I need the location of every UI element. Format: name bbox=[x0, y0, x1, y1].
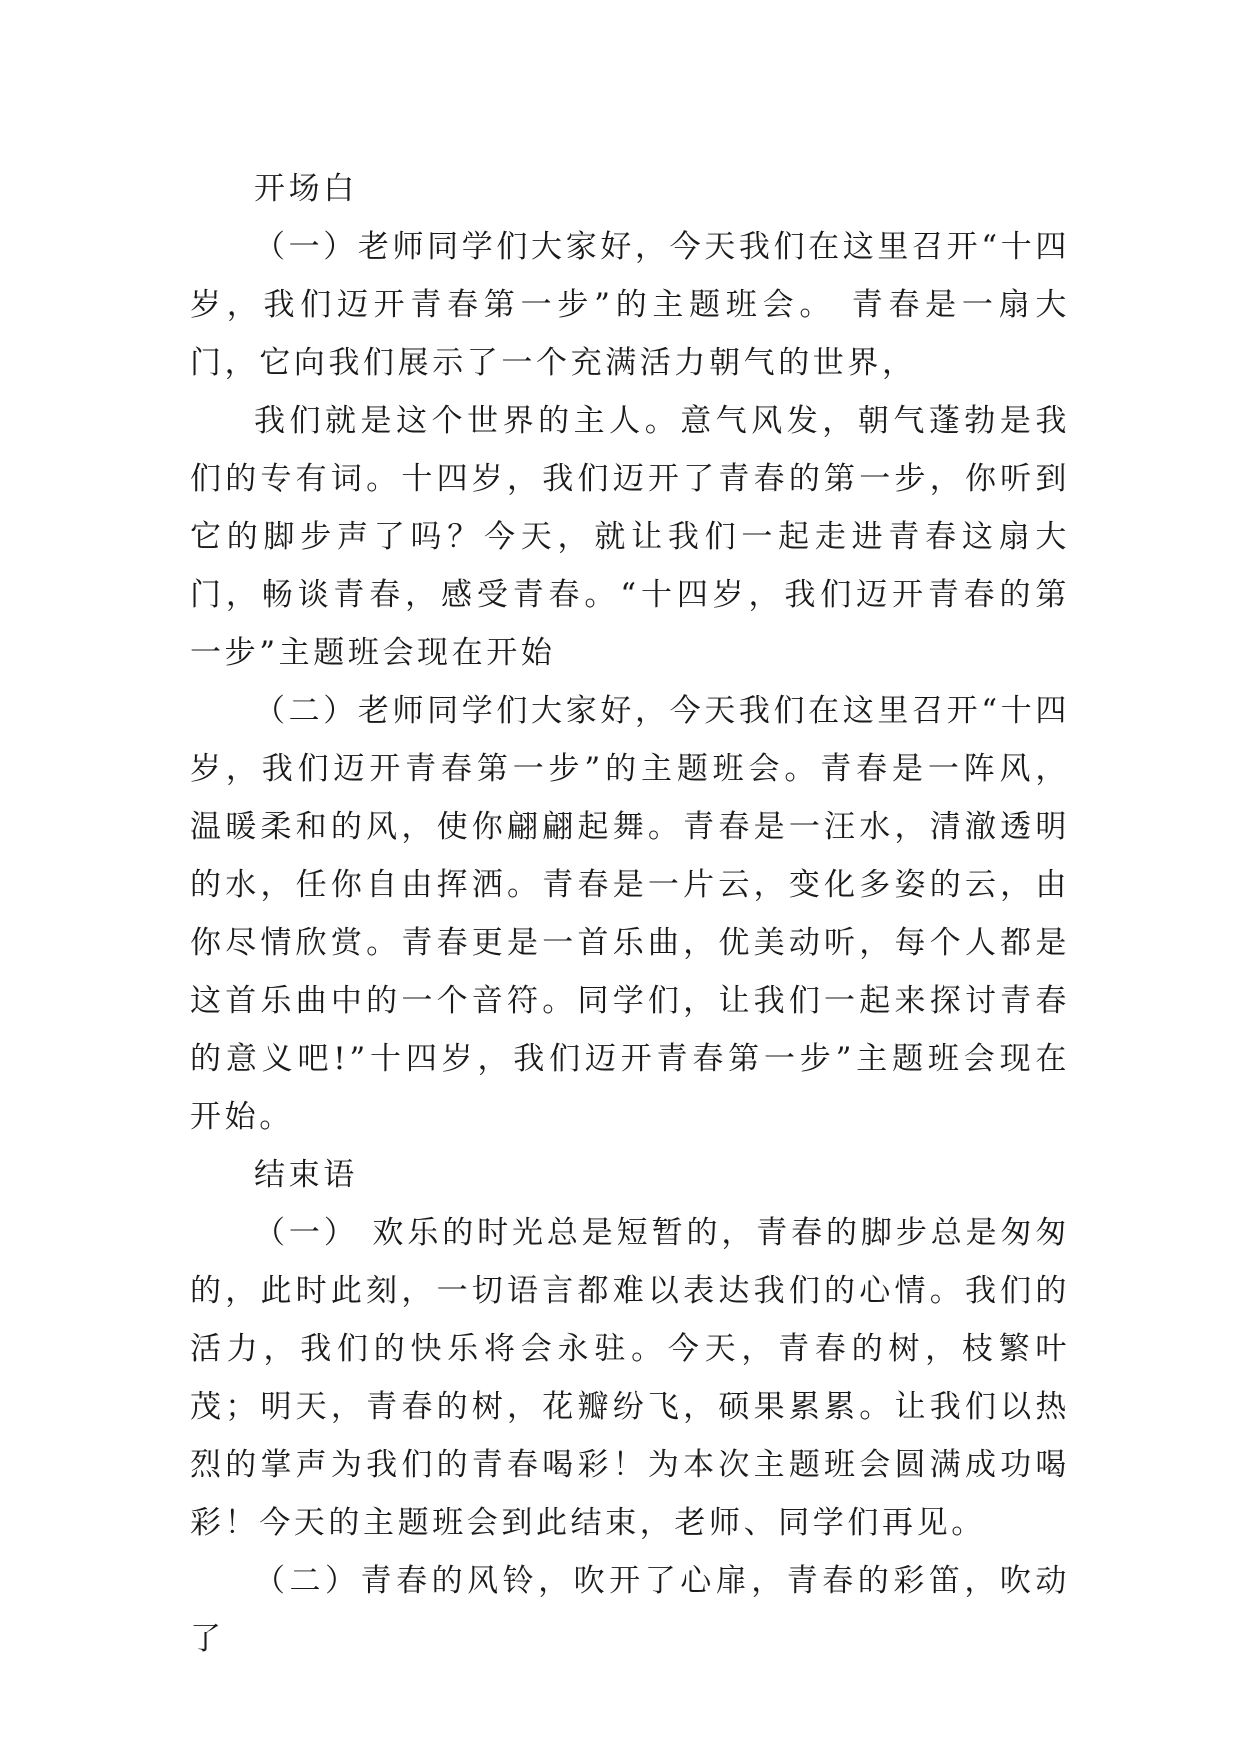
opening-paragraph-1b: 我们就是这个世界的主人。意气风发，朝气蓬勃是我们的专有词。十四岁，我们迈开了青春的第一步，你听到它的脚步声了吗？今天，就让我们一起走进青春这扇大门，畅谈青春，感受青春。“十四岁，我们迈开青春的第一步”主题班会现在开始 bbox=[190, 403, 1070, 671]
document-body bbox=[190, 160, 1070, 1668]
opening-paragraph-2: （二）老师同学们大家好，今天我们在这里召开“十四岁，我们迈开青春第一步”的主题班会。青春是一阵风，温暖柔和的风，使你翩翩起舞。青春是一汪水，清澈透明的水，任你自由挥洒。青春是一片云，变化多姿的云，由你尽情欣赏。青春更是一首乐曲，优美动听，每个人都是这首乐曲中的一个音符。同学们，让我们一起来探讨青春的意义吧!”十四岁，我们迈开青春第一步”主题班会现在开始。 bbox=[190, 693, 1070, 1135]
opening-paragraph-1a: （一）老师同学们大家好，今天我们在这里召开“十四岁，我们迈开青春第一步”的主题班会。 青春是一扇大门，它向我们展示了一个充满活力朝气的世界， bbox=[190, 229, 1070, 381]
closing-paragraph-1: （一） 欢乐的时光总是短暂的，青春的脚步总是匆匆的，此时此刻，一切语言都难以表达我们的心情。我们的活力，我们的快乐将会永驻。今天，青春的树，枝繁叶茂；明天，青春的树，花瓣纷飞，硕果累累。让我们以热烈的掌声为我们的青春喝彩！为本次主题班会圆满成功喝彩！今天的主题班会到此结束，老师、同学们再见。 bbox=[190, 1215, 1070, 1541]
opening-heading: 开场白 bbox=[254, 171, 358, 207]
closing-paragraph-2: （二）青春的风铃，吹开了心扉，青春的彩笛，吹动了 bbox=[190, 1563, 1070, 1657]
closing-heading: 结束语 bbox=[254, 1157, 358, 1193]
